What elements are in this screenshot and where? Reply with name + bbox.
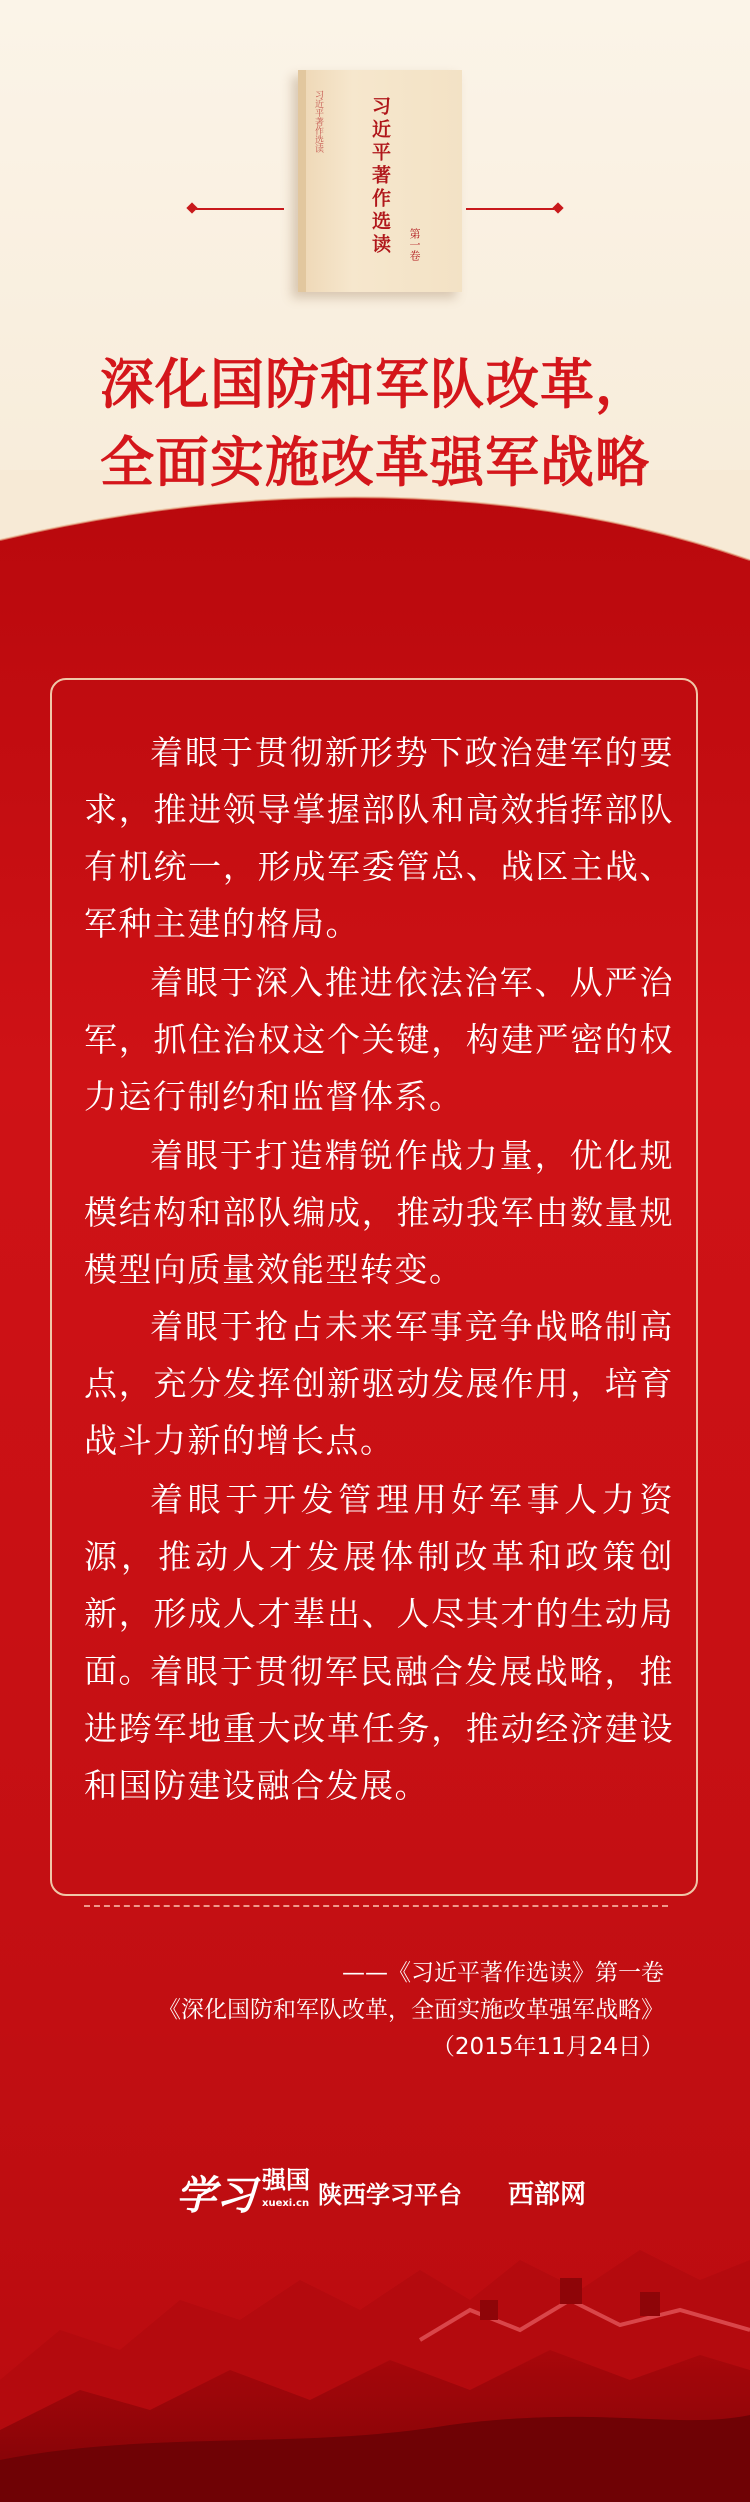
book-spine-text: 习近平著作选读 [313, 90, 323, 153]
paragraph-4: 着眼于抢占未来军事竞争战略制高点，充分发挥创新驱动发展作用，培育战斗力新的增长点。 [84, 1307, 674, 1460]
source-divider [84, 1905, 668, 1907]
paragraph-6: 着眼于贯彻军民融合发展战略，推进跨军地重大改革任务，推动经济建设和国防建设融合发展。 [84, 1652, 674, 1805]
west-net-logo: 西部网 [508, 2179, 587, 2210]
book-cover-image [298, 70, 462, 292]
title-decoration-right [466, 208, 554, 210]
paragraph-2: 着眼于深入推进依法治军、从严治军，抓住治权这个关键，构建严密的权力运行制约和监督体系。 [84, 963, 674, 1116]
xuexi-logo: 学习 [176, 2171, 256, 2219]
wave-divider [0, 470, 750, 650]
paragraph-1: 着眼于贯彻新形势下政治建军的要求，推进领导掌握部队和高效指挥部队有机统一，形成军委管总、战区主战、军种主建的格局。 [84, 733, 674, 943]
xuexi-url: xuexi.cn [262, 2198, 310, 2209]
paragraph-5: 着眼于开发管理用好军事人力资源，推动人才发展体制改革和政策创新，形成人才辈出、人尽其才的生动局面。 [84, 1480, 674, 1690]
source-book: ——《习近平著作选读》第一卷 [342, 1960, 664, 1986]
title-decoration-left [196, 208, 284, 210]
headline-line-1: 深化国防和军队改革， [100, 353, 650, 416]
book-title: 习近平著作选读 [369, 96, 391, 257]
shaanxi-platform-logo: 陕西学习平台 [318, 2180, 462, 2209]
qiangguo-text: 强国 [262, 2166, 310, 2194]
source-article: 《深化国防和军队改革，全面实施改革强军战略》 [158, 1997, 664, 2023]
great-wall-illustration [0, 2160, 750, 2502]
book-volume: 第一卷 [408, 228, 421, 261]
headline-line-2: 全面实施改革强军战略 [100, 431, 650, 494]
source-date: （2015年11月24日） [431, 2034, 664, 2060]
paragraph-3: 着眼于打造精锐作战力量，优化规模结构和部队编成，推动我军由数量规模型向质量效能型转变。 [84, 1136, 674, 1289]
